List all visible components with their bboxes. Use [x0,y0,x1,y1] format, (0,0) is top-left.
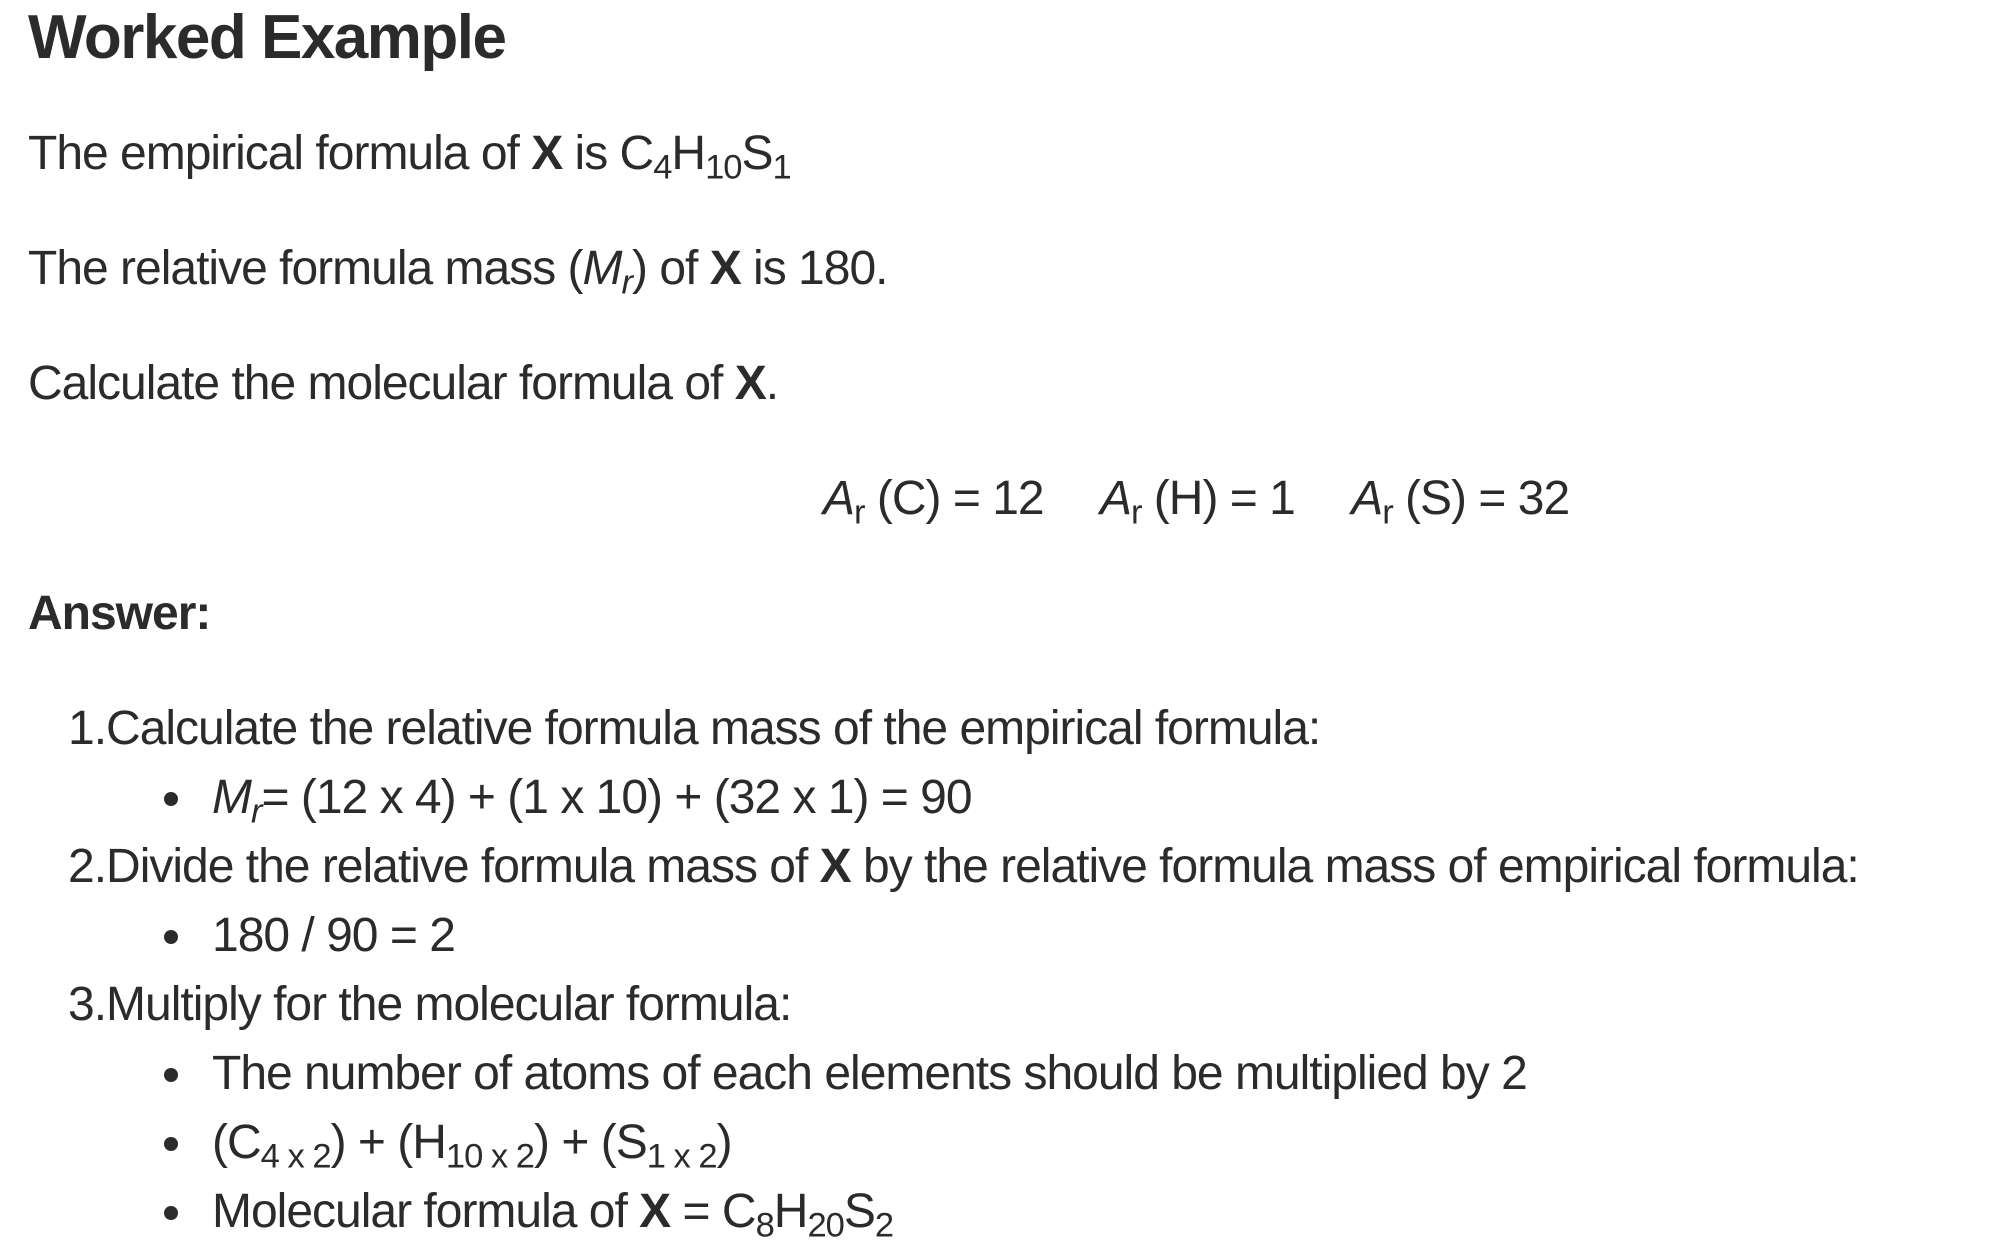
bullet-mr-calculation: $M_r= (12$ x 4) + (1 x 10) + (32 x 1) = 90 [160,770,920,825]
atomic-mass-carbon: $A_r$ (C) = 12 [823,472,1044,532]
bullet-multiplication: $(C_{4 x 2}) + (H_{10 x 2}) + (S_{1 x 2})$ [160,1115,680,1170]
bullet-dot [164,1206,178,1220]
bullet-dot [164,930,178,944]
bullet-dot [164,1137,178,1151]
atomic-mass-sulfur: $A_r$ (S) = 32 [1351,472,1570,532]
step-2: 2.Divide the relative formula mass of X by the relative formula mass of empirical formula: [68,840,1859,893]
atomic-mass-hydrogen: $A_r$ (H) = 1 [1099,472,1295,532]
variable-x: X [531,127,563,180]
empirical-formula-statement: The empirical formula of X is $C_4H_{10}S_1$ [28,127,791,187]
variable-x: X [734,357,766,410]
answer-heading: Answer: [28,587,211,640]
relative-mass-statement: The relative formula mass $(M_r)$ of X is 180. [28,242,888,302]
atomic-masses [823,471,1570,532]
variable-x: X [709,242,741,295]
variable-x: X [819,840,851,893]
step-3: 3.Multiply for the molecular formula: [68,978,792,1031]
page-title: Worked Example [28,3,506,72]
step-1: 1.Calculate the relative formula mass of the empirical formula: [68,702,1321,755]
variable-x: X [639,1185,671,1238]
task-statement: Calculate the molecular formula of X. [28,357,779,410]
bullet-multiply-note: The number of atoms of each elements should be multiplied by 2 [160,1046,1475,1101]
bullet-dot [164,792,178,806]
bullet-molecular-formula: Molecular formula of $X = C_8H_{20}S_2$ [160,1184,841,1239]
bullet-dot [164,1068,178,1082]
bullet-division: 180 / 90 = 2 [160,908,403,963]
